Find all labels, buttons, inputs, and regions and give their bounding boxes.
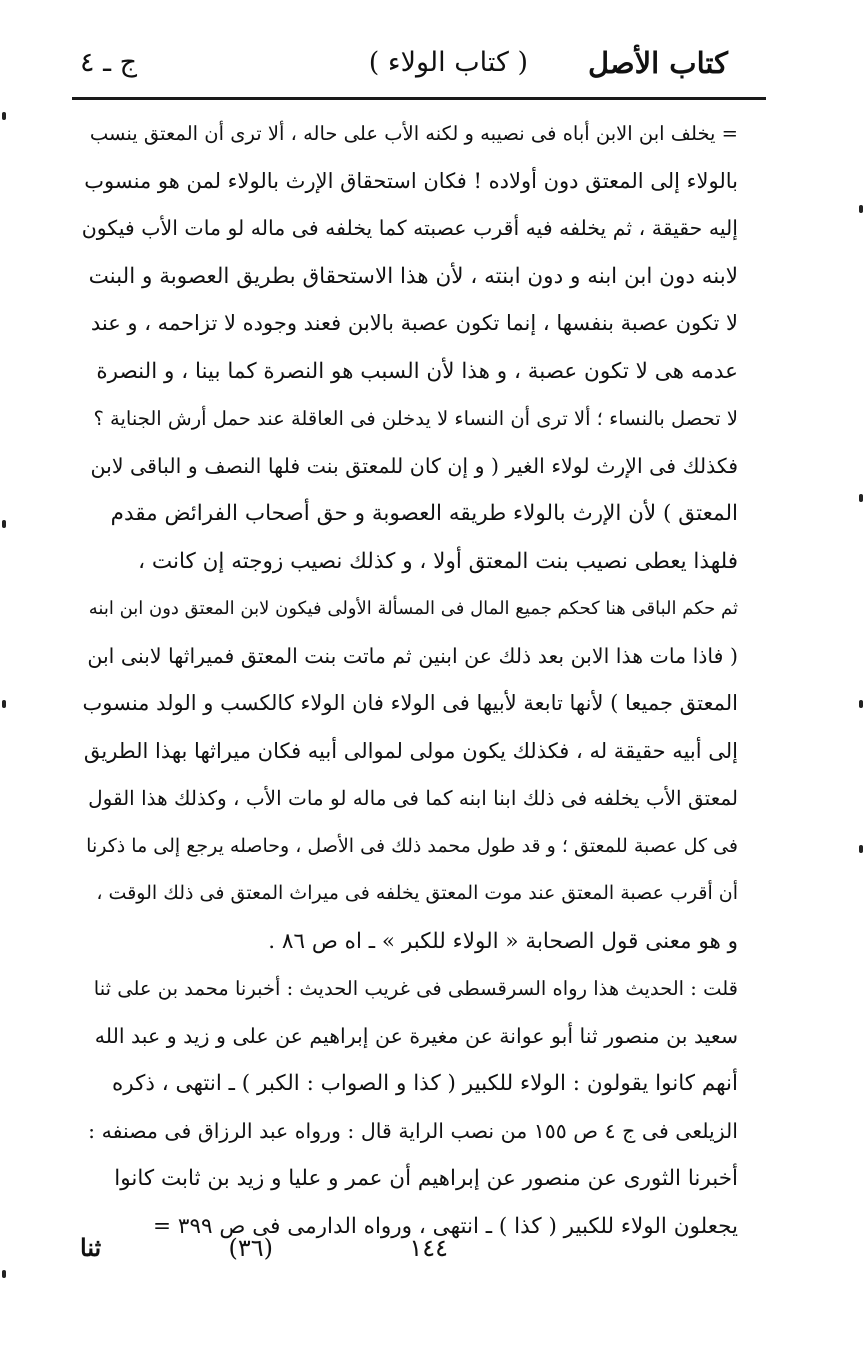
text-line: = يخلف ابن الابن أباه فى نصيبه و لكنه الأب على حاله ، ألا ترى أن المعتق ينسب: [89, 122, 738, 145]
text-line: أخبرنا الثورى عن منصور عن إبراهيم أن عمر و عليا و زيد بن ثابت كانوا: [114, 1166, 738, 1191]
text-line: أن أقرب عصبة المعتق عند موت المعتق يخلفه فى ميراث المعتق فى ذلك الوقت ،: [96, 882, 738, 904]
text-line: فلهذا يعطى نصيب بنت المعتق أولا ، و كذلك نصيب زوجته إن كانت ،: [138, 548, 738, 574]
scan-margin-mark: [859, 205, 863, 213]
running-header: [80, 38, 728, 88]
catchword: ثنا: [80, 1233, 102, 1262]
scan-margin-mark: [859, 494, 863, 502]
text-line: لابنه دون ابن ابنه و دون ابنته ، لأن هذا الاستحقاق بطريق العصوبة و البنت: [88, 263, 738, 289]
text-line: فكذلك فى الإرث لولاء الغير ( و إن كان للمعتق بنت فلها النصف و الباقى لابن: [90, 453, 738, 478]
signature-mark: (٣٦): [228, 1234, 273, 1262]
page-footer: [80, 1228, 738, 1268]
text-line: عدمه هى لا تكون عصبة ، و هذا لأن السبب هو النصرة كما بينا ، و النصرة: [96, 358, 738, 384]
text-line: إليه حقيقة ، ثم يخلفه فيه أقرب عصبته كما يخلفه فى ماله لو مات الأب فيكون: [81, 216, 738, 240]
text-line: لا تكون عصبة بنفسها ، إنما تكون عصبة بالابن فعند وجوده لا تزاحمه ، و عند: [90, 311, 738, 335]
text-line: ( فاذا مات هذا الابن بعد ذلك عن ابنين ثم ماتت بنت المعتق فميراثها لابنى ابن: [87, 643, 738, 668]
text-line: المعتق ) لأن الإرث بالولاء طريقه العصوبة و حق أصحاب الفرائض مقدم: [110, 501, 738, 526]
text-line: أنهم كانوا يقولون : الولاء للكبير ( كذا و الصواب : الكبر ) ـ انتهى ، ذكره: [112, 1071, 738, 1096]
scan-margin-mark: [2, 520, 6, 528]
text-line: سعيد بن منصور ثنا أبو عوانة عن مغيرة عن إبراهيم عن على و زيد و عبد الله: [94, 1023, 738, 1048]
scan-margin-mark: [2, 112, 6, 120]
text-line: إلى أبيه حقيقة له ، فكذلك يكون مولى لموالى أبيه فكان ميراثها بهذا الطريق: [83, 738, 738, 763]
section-title: ( كتاب الولاء ): [368, 47, 528, 78]
scan-margin-mark: [859, 700, 863, 708]
footnote-text: [80, 110, 738, 1250]
volume-label: ج ـ ٤: [80, 47, 138, 78]
header-rule: [72, 97, 766, 100]
scan-margin-mark: [2, 700, 6, 708]
book-title: كتاب الأصل: [588, 46, 728, 80]
text-line: قلت : الحديث هذا رواه السرقسطى فى غريب الحديث : أخبرنا محمد بن على ثنا: [93, 977, 738, 1000]
text-line: ثم حكم الباقى هنا كحكم جميع المال فى المسألة الأولى فيكون لابن المعتق دون ابن ابنه: [88, 598, 738, 619]
text-line: لمعتق الأب يخلفه فى ذلك ابنا ابنه كما فى ماله لو مات الأب ، وكذلك هذا القول: [88, 786, 738, 810]
text-line: و هو معنى قول الصحابة « الولاء للكبر » ـ اه ص ٨٦ .: [268, 928, 738, 954]
scan-margin-mark: [2, 1270, 6, 1278]
text-line: المعتق جميعا ) لأنها تابعة لأبيها فى الولاء فان الولاء كالكسب و الولد منسوب: [82, 691, 738, 715]
page-number: ١٤٤: [409, 1234, 448, 1262]
text-line: لا تحصل بالنساء ؛ ألا ترى أن النساء لا يدخلن فى العاقلة عند حمل أرش الجناية ؟: [93, 407, 738, 430]
scan-margin-mark: [859, 845, 863, 853]
text-line: الزيلعى فى ج ٤ ص ١٥٥ من نصب الراية قال : ورواه عبد الرزاق فى مصنفه :: [88, 1118, 738, 1143]
text-line: فى كل عصبة للمعتق ؛ و قد طول محمد ذلك فى الأصل ، وحاصله يرجع إلى ما ذكرنا: [86, 834, 738, 857]
text-line: بالولاء إلى المعتق دون أولاده ! فكان استحقاق الإرث بالولاء لمن هو منسوب: [84, 168, 738, 193]
text-line: يجعلون الولاء للكبير ( كذا ) ـ انتهى ، ورواه الدارمى فى ص ٣٩٩ =: [153, 1213, 738, 1239]
